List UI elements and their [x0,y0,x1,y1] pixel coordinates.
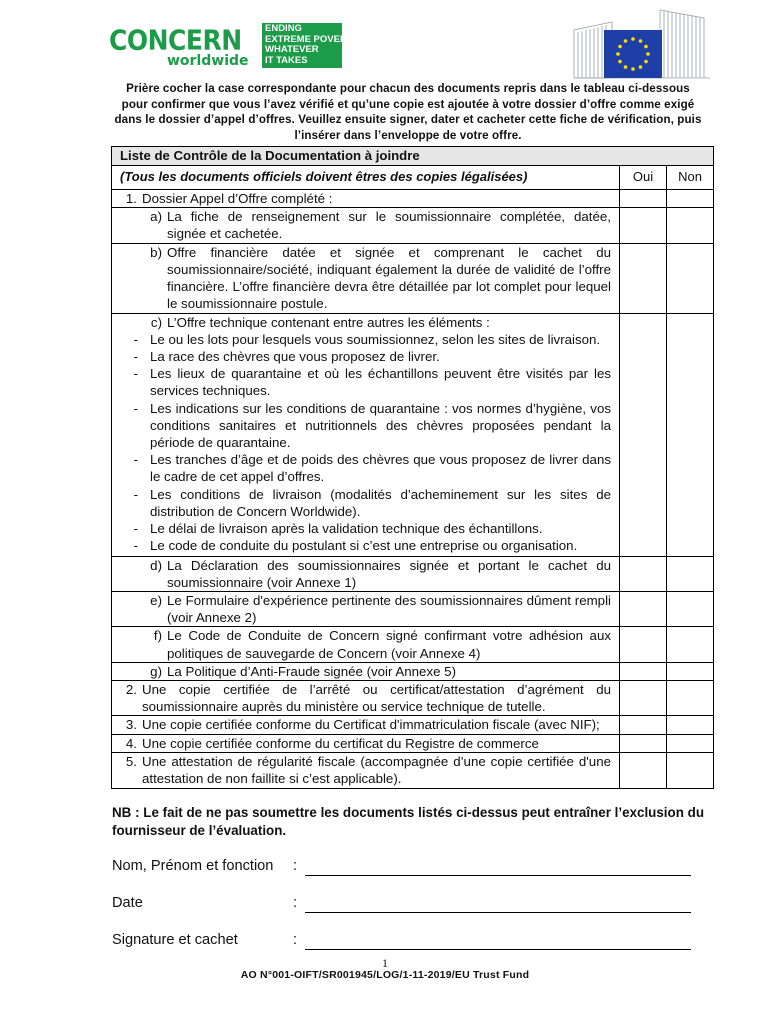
list-item: - Le ou les lots pour lesquels vous soumissionnez, selon les sites de livraison. [133,331,601,347]
documentation-checklist-table [111,146,714,789]
table-header-row [112,166,714,190]
table-row [112,716,714,734]
checklist-item-5 [112,752,620,788]
item-number: 4. [125,735,137,751]
item-number: e) [150,593,162,609]
concern-logo-line2: worldwide [167,53,249,69]
table-row [112,662,714,680]
eu-star-icon [624,65,628,69]
checkbox-oui-item-3[interactable] [620,716,667,734]
item-text: La Déclaration des soumissionnaires signée et portant le cachet du soumissionnaire (voir Annexe 1) [167,557,611,590]
ending-logo-line2: EXTREME POVERTY [265,33,359,45]
item-number: b) [150,244,162,260]
eu-star-icon [631,37,635,41]
eu-star-icon [644,45,648,49]
list-item: - Les conditions de livraison (modalités d’acheminement sur les sites de distribution de Concern Worldwide). [133,486,611,519]
eu-star-icon [618,60,622,64]
checklist-item-1d [112,556,620,591]
checkbox-non-item-3[interactable] [667,716,714,734]
nb-warning: NB : Le fait de ne pas soumettre les documents listés ci-dessus peut entraîner l’exclusion du fournisseur de l’évaluation. [112,805,704,838]
technical-offer-bullets [112,331,619,555]
checkbox-non-item-1e[interactable] [667,592,714,627]
list-item: - Le code de conduite du postulant si c’est une entreprise ou organisation. [133,538,578,554]
list-item: - Les tranches d’âge et de poids des chèvres que vous proposez de livrer dans le cadre de cet appel d’offres. [133,452,611,485]
checkbox-oui-item-4[interactable] [620,734,667,752]
table-row [112,243,714,313]
checkbox-non-item-1[interactable] [667,190,714,208]
checkbox-oui-item-1a[interactable] [620,208,667,243]
european-commission-logo [572,8,714,80]
checklist-item-3 [112,716,620,734]
item-number: 5. [125,753,137,769]
item-text: L’Offre technique contenant entre autres les éléments : [167,314,490,330]
item-number: c) [150,314,162,330]
ending-logo-line3: WHATEVER [265,44,319,56]
item-text: Dossier Appel d’Offre complété : [142,191,333,206]
concern-worldwide-logo [109,24,249,70]
checkbox-non-item-1f[interactable] [667,627,714,662]
ending-logo-line1: ENDING [265,23,302,34]
table-row [112,208,714,243]
date-field-label: Date [112,895,143,911]
item-number: 2. [125,682,137,698]
item-number: f) [153,628,162,644]
table-title-row [112,147,714,166]
tender-reference: AO N°001-OIFT/SR001945/LOG/1-11-2019/EU Trust Fund [240,969,530,981]
eu-star-icon [644,60,648,64]
table-row [112,734,714,752]
checkbox-oui-item-2[interactable] [620,681,667,716]
item-text: La fiche de renseignement sur le soumissionnaire complétée, datée, signée et cachetée. [167,209,611,242]
list-item: - Les lieux de quarantaine et où les échantillons peuvent être visités par les services techniques. [133,366,611,399]
table-row [112,752,714,788]
name-field-label: Nom, Prénom et fonction [112,858,274,874]
signature-field-colon: : [293,932,298,948]
list-item: - Les indications sur les conditions de quarantaine : vos normes d’hygiène, vos conditions sanitaires et nutritionnels des chèvres proposées pendant la période de quarantaine. [133,400,611,451]
checkbox-non-item-1d[interactable] [667,556,714,591]
checkbox-non-item-1g[interactable] [667,662,714,680]
signature-field-label: Signature et cachet [112,932,238,948]
signature-field-row [112,932,692,952]
name-field-line[interactable] [305,875,691,876]
checkbox-oui-item-1g[interactable] [620,662,667,680]
ending-logo-line4: IT TAKES [265,54,308,66]
item-text: La Politique d’Anti-Fraude signée (voir Annexe 5) [167,663,457,679]
checkbox-oui-item-1d[interactable] [620,556,667,591]
item-text: Une copie certifiée conforme du Certificat d'immatriculation fiscale (avec NIF); [142,717,600,733]
checklist-item-4 [112,734,620,752]
item-number: 1. [125,191,137,206]
item-number: g) [150,663,162,679]
checkbox-non-item-5[interactable] [667,752,714,788]
item-text: Le Formulaire d'expérience pertinente des soumissionnaires dûment rempli (voir Annexe 2) [167,593,611,626]
table-row [112,592,714,627]
ending-extreme-poverty-logo [262,23,359,68]
table-row [112,190,714,208]
checklist-item-1e [112,592,620,627]
eu-star-icon [639,39,643,43]
checklist-item-1a [112,208,620,243]
page-number: 1 [382,956,388,970]
eu-star-icon [639,65,643,69]
table-row [112,313,714,556]
date-field-row [112,895,692,915]
date-field-line[interactable] [305,912,691,913]
checkbox-oui-item-5[interactable] [620,752,667,788]
checklist-title: Liste de Contrôle de la Documentation à joindre [112,147,714,166]
concern-logo-line1: CONCERN [109,24,242,56]
checklist-item-2 [112,681,620,716]
name-field-colon: : [293,858,298,874]
table-row [112,627,714,662]
checkbox-oui-item-1e[interactable] [620,592,667,627]
instructions-paragraph: Prière cocher la case correspondante pour chacun des documents repris dans le tableau ci-dessous pour confirmer que vous l’avez vérifié et qu’une copie est ajoutée à votre dossier d’offre comme exigé dans le dossier d’appel d’offres. Veuillez ensuite signer, dater et cacheter cette fiche de vérification, puis l’insérer dans l’enveloppe de votre offre. [114,82,702,142]
checklist-subtitle: (Tous les documents officiels doivent êtres des copies légalisées) [112,166,620,190]
table-row [112,681,714,716]
checklist-item-1f [112,627,620,662]
checkbox-non-item-1c[interactable] [667,313,714,556]
item-text: Une attestation de régularité fiscale (accompagnée d’une copie certifiée d'une attestation de non faillite si c’est applicable). [142,753,611,787]
table-row [112,556,714,591]
checkbox-oui-item-1f[interactable] [620,627,667,662]
eu-star-icon [618,45,622,49]
eu-star-icon [631,67,635,71]
checkbox-oui-item-1b[interactable] [620,243,667,313]
checkbox-non-item-4[interactable] [667,734,714,752]
list-item: - Le délai de livraison après la validation technique des échantillons. [133,521,543,537]
checkbox-oui-item-1c[interactable] [620,313,667,556]
checkbox-oui-item-1[interactable] [620,190,667,208]
item-text: Offre financière datée et signée et comprenant le cachet du soumissionnaire/société, indiquant également la durée de validité de l’offre financière. L’offre financière devra être détaillée par lot complet pour lequel le soumissionnaire postule. [167,244,611,312]
column-header-non: Non [667,166,714,190]
checkbox-non-item-1b[interactable] [667,243,714,313]
signature-field-line[interactable] [305,949,691,950]
checklist-item-1 [112,190,620,208]
checkbox-non-item-2[interactable] [667,681,714,716]
item-number: a) [150,209,162,225]
item-text: Une copie certifiée conforme du certificat du Registre de commerce [142,735,539,751]
column-header-oui: Oui [620,166,667,190]
date-field-colon: : [293,895,298,911]
checklist-item-1g [112,662,620,680]
eu-star-icon [616,52,620,56]
checklist-item-1c [112,313,620,556]
eu-star-icon [624,39,628,43]
list-item: - La race des chèvres que vous proposez de livrer. [133,349,440,365]
item-number: 3. [125,717,137,733]
name-field-row [112,858,692,878]
item-number: d) [150,557,162,573]
item-text: Le Code de Conduite de Concern signé confirmant votre adhésion aux politiques de sauvegarde de Concern (voir Annexe 4) [167,628,611,661]
checklist-item-1b [112,243,620,313]
item-text: Une copie certifiée de l’arrêté ou certificat/attestation d’agrément du soumissionnaire auprès du ministère ou service technique de tutelle. [142,682,611,715]
checkbox-non-item-1a[interactable] [667,208,714,243]
eu-star-icon [646,52,650,56]
